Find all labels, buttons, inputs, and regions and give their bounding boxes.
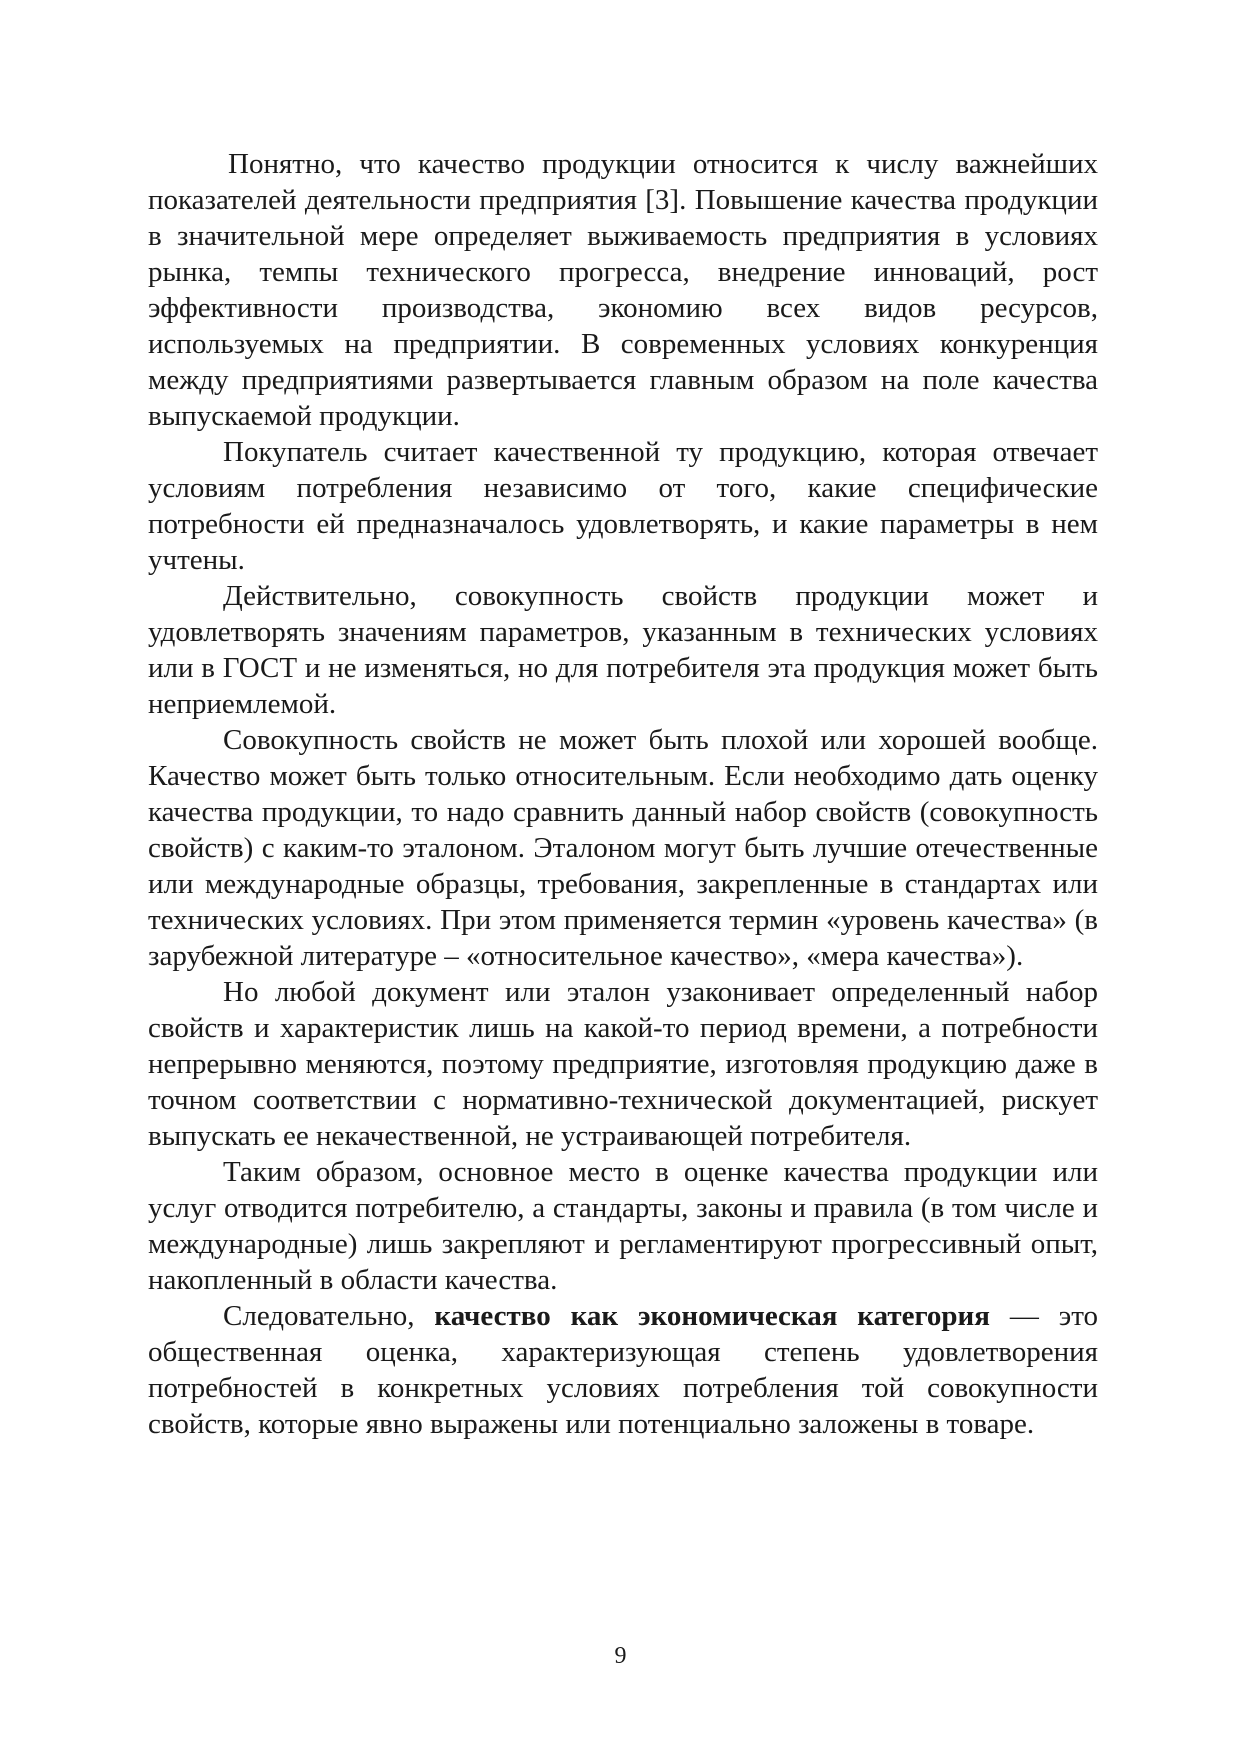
paragraph-consumer-role: Таким образом, основное место в оценке качества продукции или услуг отводится потребителю, а стандарты, законы и правила (в том числе и международные) лишь закрепляют и регламентируют прогрессивный опыт, накопленный в области качества. xyxy=(148,1156,1098,1296)
paragraph-quality-importance: Понятно, что качество продукции относится к числу важнейших показателей деятельности предприятия [3]. Повышение качества продукции в значительной мере определяет выживаемость предприятия в условиях рынка, темпы технического прогресса, внедрение инноваций, рост эффективности производства, экономию всех видов ресурсов, используемых на предприятии. В современных условиях конкуренция между предприятиями развертывается главным образом на поле качества выпускаемой продукции. xyxy=(148,148,1098,432)
paragraph-definition xyxy=(148,1298,1098,1442)
paragraph-buyer-perception: Покупатель считает качественной ту продукцию, которая отвечает условиям потребления независимо от того, какие специфические потребности ей предназначалось удовлетворять, и какие параметры в нем учтены. xyxy=(148,436,1098,576)
definition-rest: — это общественная оценка, характеризующая степень удовлетворения потребностей в конкретных условиях потребления той совокупности свойств, которые явно выражены или потенциально заложены в товаре. xyxy=(148,1300,1098,1440)
paragraph-changing-needs: Но любой документ или эталон узаконивает определенный набор свойств и характеристик лишь на какой-то период времени, а потребности непрерывно меняются, поэтому предприятие, изготовляя продукцию даже в точном соответствии с нормативно-технической документацией, рискует выпускать ее некачественной, не устраивающей потребителя. xyxy=(148,976,1098,1152)
body-text xyxy=(148,146,1098,1442)
paragraph-properties-compliance: Действительно, совокупность свойств продукции может и удовлетворять значениям параметров, указанным в технических условиях или в ГОСТ и не изменяться, но для потребителя эта продукция может быть неприемлемой. xyxy=(148,580,1098,720)
page-number: 9 xyxy=(614,1643,627,1669)
definition-term: качество как экономическая категория xyxy=(434,1300,990,1332)
definition-lead: Следовательно, xyxy=(223,1300,435,1332)
paragraph-relative-quality: Совокупность свойств не может быть плохой или хорошей вообще. Качество может быть только относительным. Если необходимо дать оценку качества продукции, то надо сравнить данный набор свойств (совокупность свойств) с каким-то эталоном. Эталоном могут быть лучшие отечественные или международные образцы, требования, закрепленные в стандартах или технических условиях. При этом применяется термин «уровень качества» (в зарубежной литературе – «относительное качество», «мера качества»). xyxy=(148,724,1098,972)
